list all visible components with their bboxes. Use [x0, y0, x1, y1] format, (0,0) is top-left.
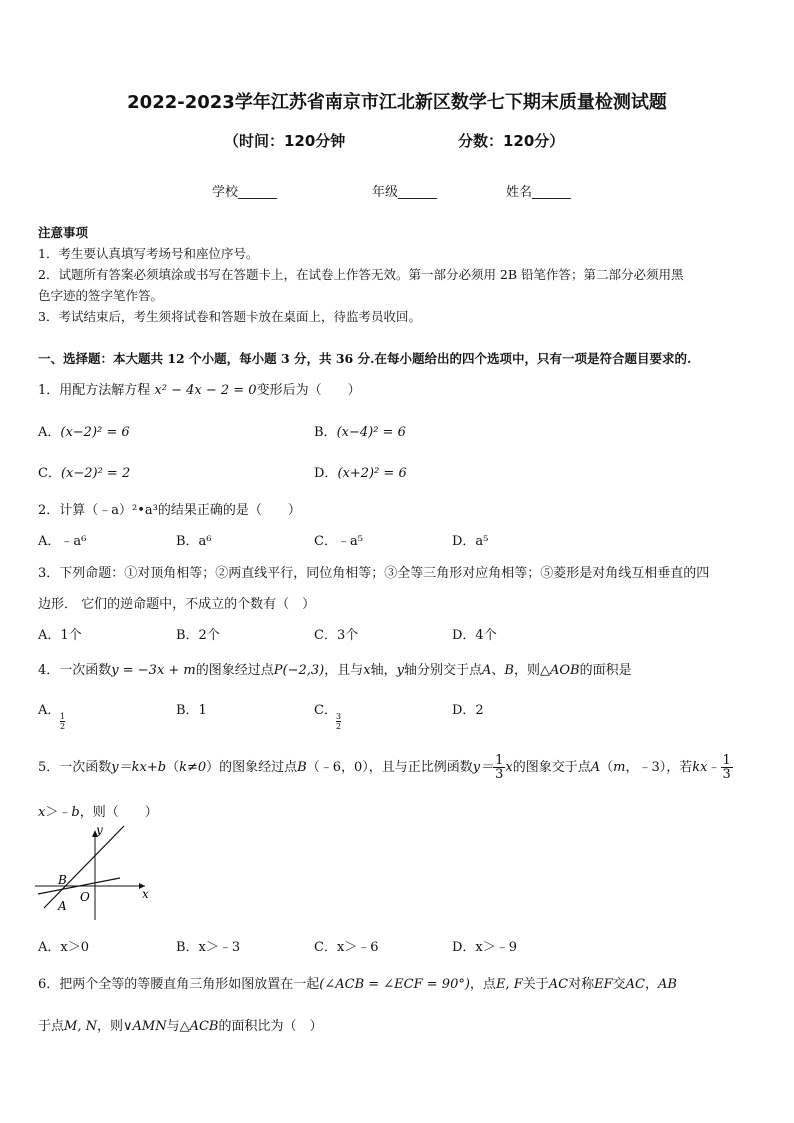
note-2: 2．试题所有答案必须填涂或书写在答题卡上，在试卷上作答无效。第一部分必须用 2B 铅笔作答；第二部分必须用黑 [38, 267, 684, 282]
q5-option-b: B．x＞﹣3 [176, 940, 241, 955]
exam-score: 分数：120分） [458, 132, 565, 150]
q5-option-a: A．x＞0 [38, 940, 89, 955]
q4-option-c-fraction: 3 2 [336, 712, 342, 731]
label-y: y [96, 823, 103, 837]
q3-option-d: D．4个 [452, 628, 497, 643]
question-6-line-1: 6．把两个全等的等腰直角三角形如图放置在一起(∠ACB = ∠ECF = 90°)，点E, F关于AC对称EF交AC，AB [38, 977, 677, 992]
grade-field: 年级______ [372, 185, 438, 200]
question-3-line-2: 边形． 它们的逆命题中，不成立的个数有（ ） [38, 597, 316, 612]
q4-option-b: B．1 [176, 703, 207, 718]
q5-function-graph [30, 822, 160, 922]
question-4-stem: 4．一次函数y = −3x + m的图象经过点P(−2,3)，且与x轴，y轴分别交于点A、B，则△AOB的面积是 [38, 663, 632, 678]
q2-option-d: D．a⁵ [452, 534, 489, 549]
exam-time: （时间：120分钟 [224, 132, 346, 150]
school-field: 学校______ [212, 185, 278, 200]
page-title: 2022-2023学年江苏省南京市江北新区数学七下期末质量检测试题 [127, 92, 667, 113]
q4-option-a: A． [38, 703, 61, 718]
label-origin-o: O [80, 890, 90, 904]
q1-option-b: B．(x−4)² = 6 [314, 425, 406, 440]
q3-option-b: B．2个 [176, 628, 220, 643]
question-1-stem: 1．用配方法解方程 x² − 4x − 2 = 0变形后为（ ） [38, 383, 361, 398]
label-point-a: A [58, 899, 67, 913]
q1-option-d: D．(x+2)² = 6 [314, 466, 407, 481]
q2-option-b: B．a⁶ [176, 534, 212, 549]
question-5-line-1: 5．一次函数y＝kx+b（k≠0）的图象经过点B（﹣6，0），且与正比例函数y＝ $\frac{1}{3}$ x的图象交于点A（m，﹣3），若kx﹣ $\frac{1}{3}$ [38, 753, 731, 782]
question-3-line-1: 3．下列命题：①对顶角相等；②两直线平行，同位角相等；③全等三角形对应角相等；⑤菱形是对角线互相垂直的四 [38, 566, 710, 581]
q4-option-d: D．2 [452, 703, 484, 718]
question-2-stem: 2．计算（﹣a）²•a³的结果正确的是（ ） [38, 503, 301, 518]
q2-option-a: A．﹣a⁶ [38, 534, 87, 549]
q3-option-c: C．3个 [314, 628, 359, 643]
q1-option-a: A．(x−2)² = 6 [38, 425, 130, 440]
question-5-line-2: x＞﹣b，则（ ） [38, 805, 158, 820]
notes-heading: 注意事项 [38, 225, 89, 240]
q4-option-a-fraction: 1 2 [60, 712, 66, 731]
q5-fraction-one-third: $\frac{1}{3}$ [495, 753, 504, 782]
q5-fraction-one-third-2: $\frac{1}{3}$ [722, 753, 731, 782]
q3-option-a: A．1个 [38, 628, 82, 643]
q2-option-c: C．﹣a⁵ [314, 534, 363, 549]
note-2-cont: 色字迹的签字笔作答。 [38, 288, 164, 303]
q5-option-d: D．x＞﹣9 [452, 940, 518, 955]
section-1-heading: 一、选择题：本大题共 12 个小题，每小题 3 分，共 36 分.在每小题给出的四个选项中，只有一项是符合题目要求的. [38, 351, 692, 366]
q4-option-c: C． [314, 703, 337, 718]
label-x: x [142, 887, 149, 901]
q1-option-c: C．(x−2)² = 2 [38, 466, 131, 481]
label-point-b: B [58, 873, 67, 887]
note-1: 1．考生要认真填写考场号和座位序号。 [38, 246, 259, 261]
q5-option-c: C．x＞﹣6 [314, 940, 379, 955]
name-field: 姓名______ [506, 185, 572, 200]
note-3: 3．考试结束后，考生须将试卷和答题卡放在桌面上，待监考员收回。 [38, 309, 421, 324]
question-6-line-2: 于点M, N，则∨AMN与△ACB的面积比为（ ） [38, 1019, 323, 1034]
